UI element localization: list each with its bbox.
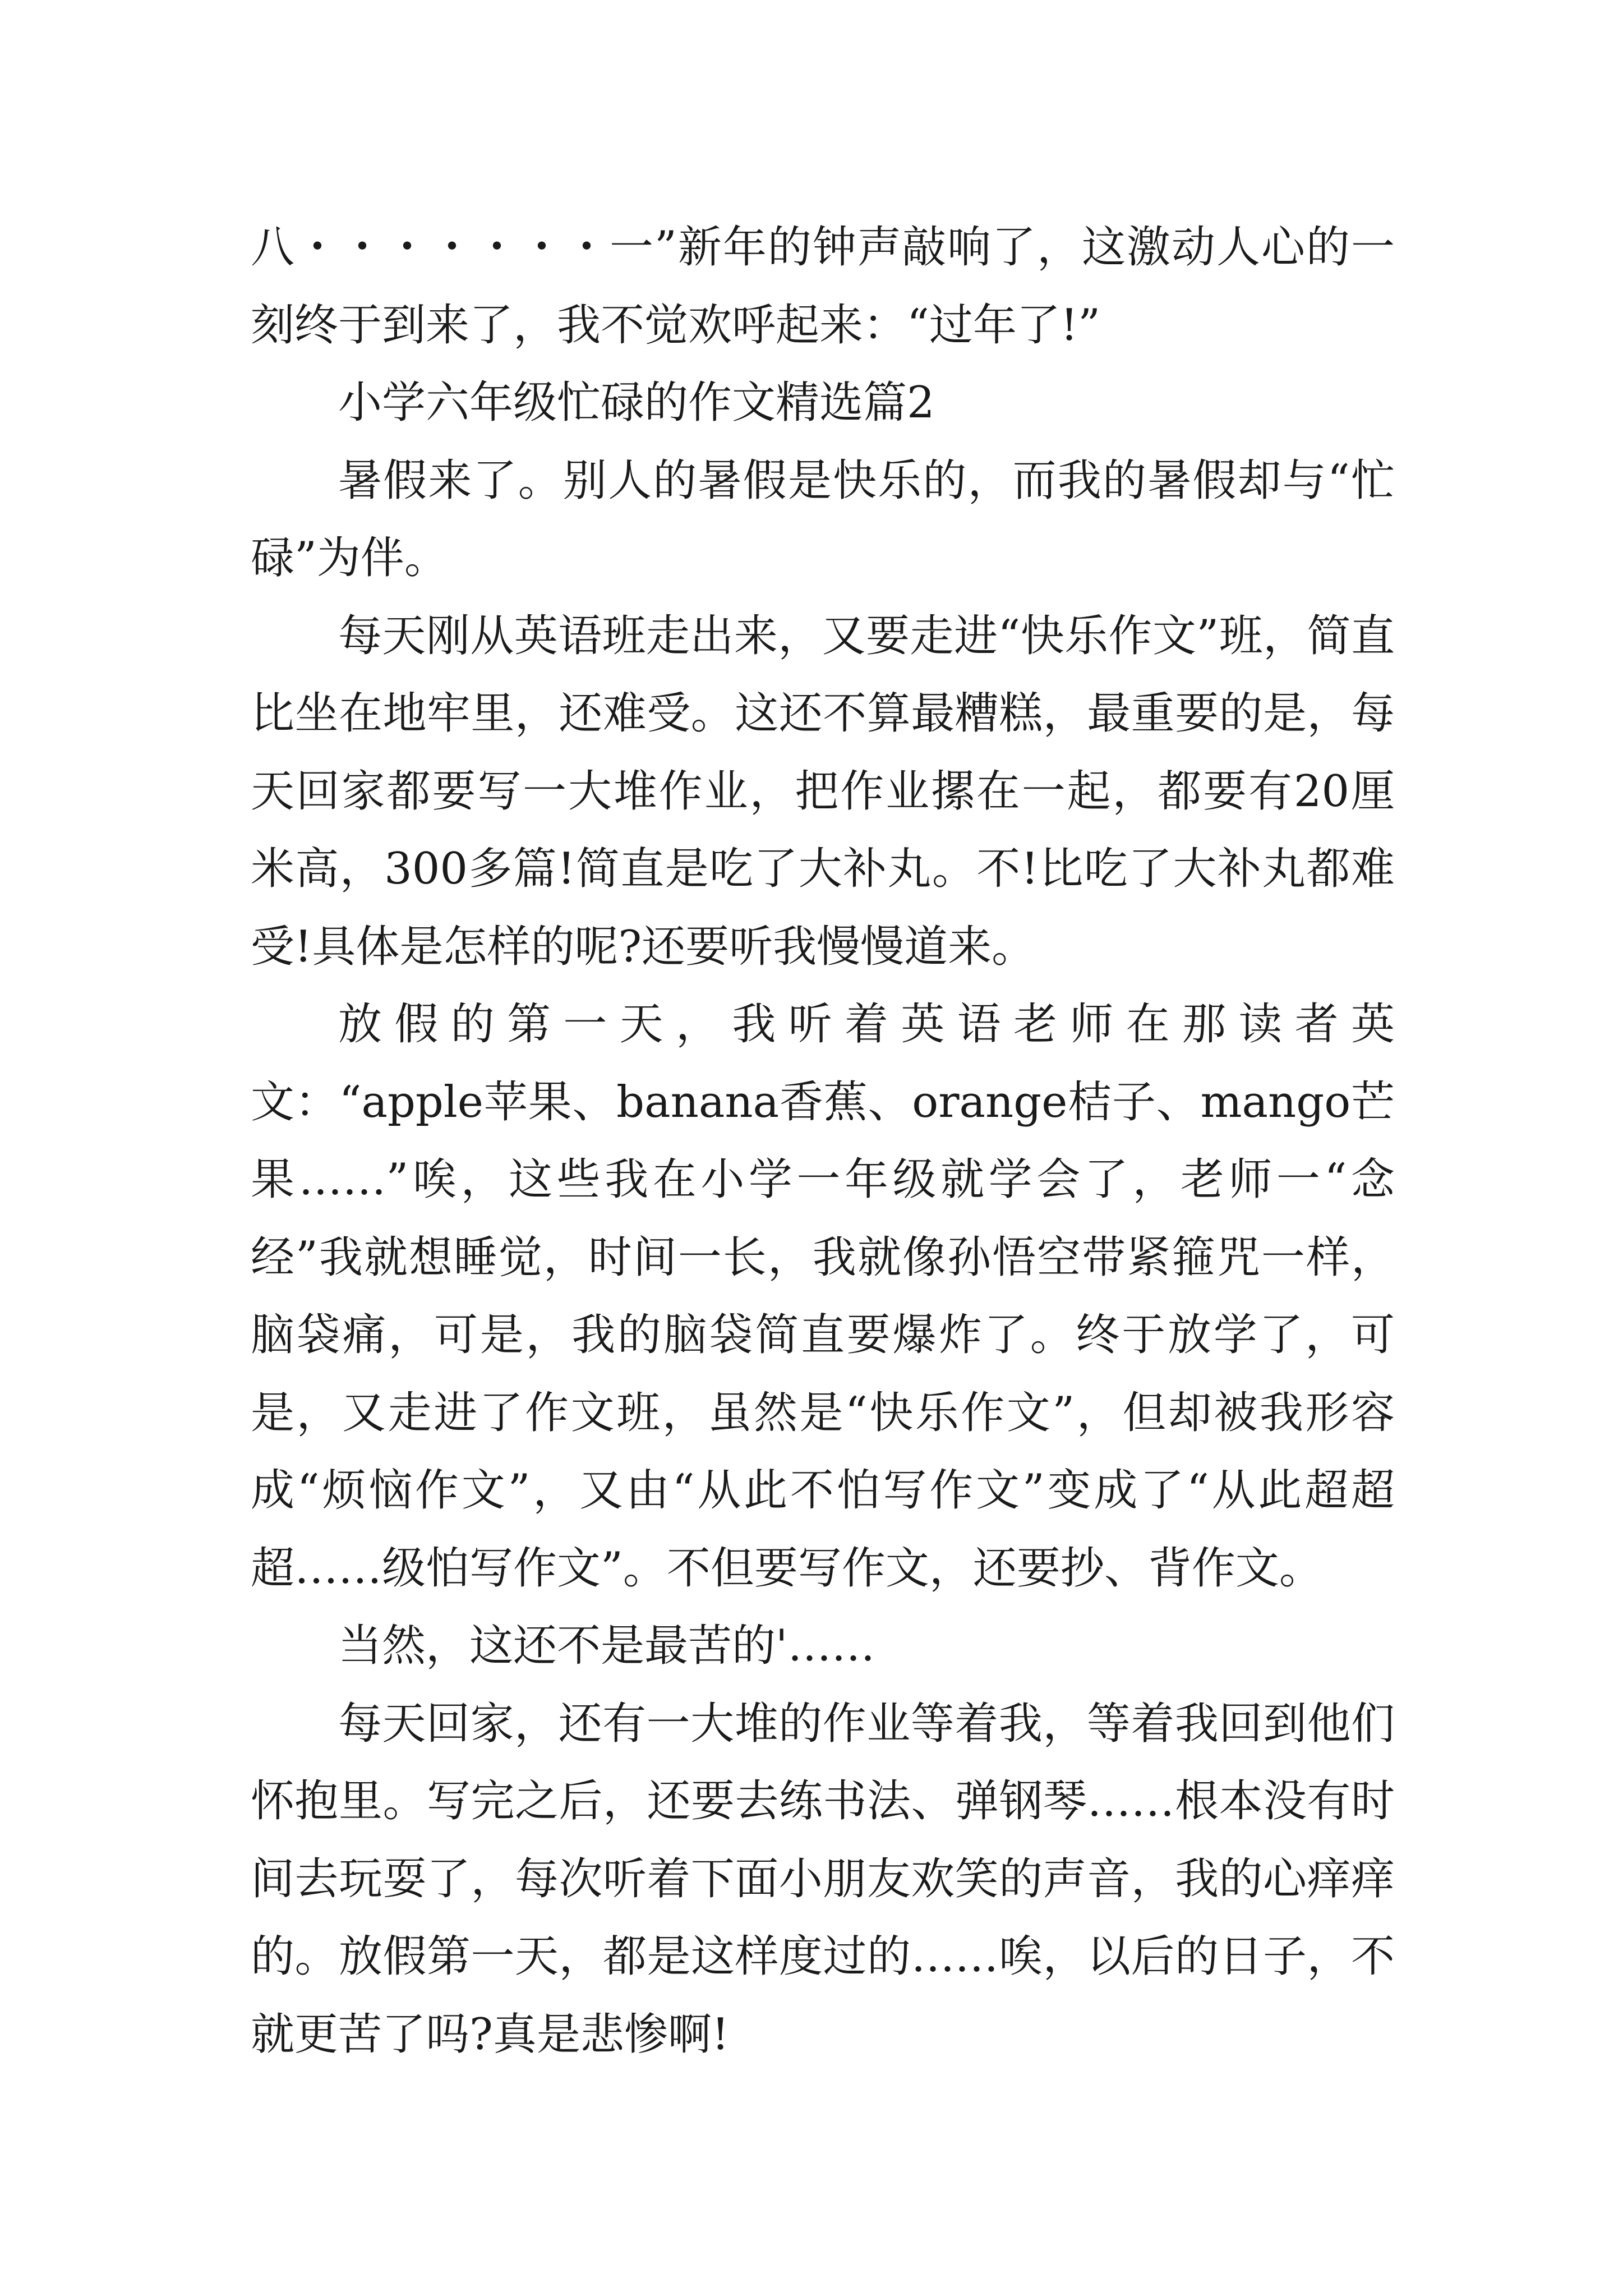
paragraph-homework-evening: 每天回家，还有一大堆的作业等着我，等着我回到他们怀抱里。写完之后，还要去练书法、弹钢琴……根本没有时间去玩耍了，每次听着下面小朋友欢笑的声音，我的心痒痒的。放假第一天，都是这样度过的……唉，以后的日子，不就更苦了吗?真是悲惨啊! xyxy=(251,1698,1395,2060)
paragraph-summer-busy: 暑假来了。别人的暑假是快乐的，而我的暑假却与“忙碌”为伴。 xyxy=(251,455,1395,583)
paragraph-not-hardest: 当然，这还不是最苦的'…… xyxy=(338,1621,875,1671)
document-body xyxy=(251,209,1395,2073)
paragraph-daily-classes: 每天刚从英语班走出来，又要走进“快乐作文”班，简直比坐在地牢里，还难受。这还不算最糟糕，最重要的是，每天回家都要写一大堆作业，把作业摞在一起，都要有20厘米高，300多篇!简直是吃了大补丸。不!比吃了大补丸都难受!具体是怎样的呢?还要听我慢慢道来。 xyxy=(251,610,1395,972)
paragraph-new-year-bell: 八・・・・・・・一”新年的钟声敲响了，这激动人心的一刻终于到来了，我不觉欢呼起来：“过年了!” xyxy=(251,222,1395,351)
paragraph-first-day: 放假的第一天，我听着英语老师在那读者英文：“apple苹果、banana香蕉、orange桔子、mango芒果……”唉，这些我在小学一年级就学会了，老师一“念经”我就想睡觉，时间一长，我就像孙悟空带紧箍咒一样，脑袋痛，可是，我的脑袋简直要爆炸了。终于放学了，可是，又走进了作文班，虽然是“快乐作文”，但却被我形容成“烦恼作文”，又由“从此不怕写作文”变成了“从此超超超……级怕写作文”。不但要写作文，还要抄、背作文。 xyxy=(251,999,1395,1594)
article-heading: 小学六年级忙碌的作文精选篇2 xyxy=(338,378,935,428)
